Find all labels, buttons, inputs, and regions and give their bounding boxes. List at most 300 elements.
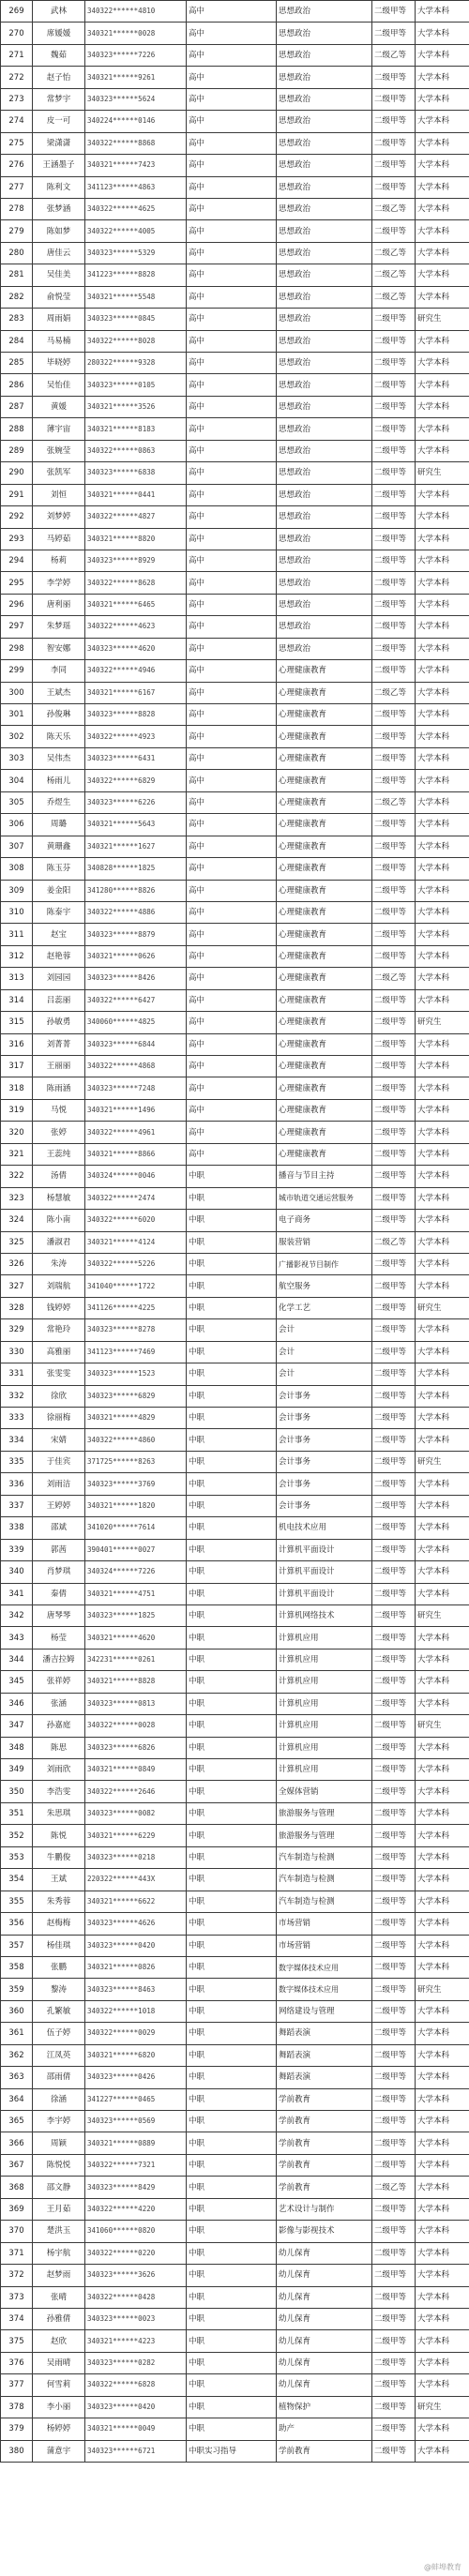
table-row <box>1 770 469 791</box>
name-cell: 常梦宇 <box>33 88 85 110</box>
education-cell: 研究生 <box>416 1604 469 1626</box>
table-row <box>1 286 469 308</box>
id-number-cell: 340321******7423 <box>85 155 187 176</box>
subject-cell: 影像与影视技术 <box>277 2221 372 2242</box>
table-row <box>1 616 469 638</box>
name-cell: 陈如梦 <box>33 220 85 242</box>
table-row <box>1 1473 469 1495</box>
mandarin-level-cell: 二级甲等 <box>372 814 416 836</box>
table-row <box>1 2111 469 2132</box>
row-number: 311 <box>1 924 33 945</box>
table-row <box>1 726 469 747</box>
id-number-cell: 340322******4886 <box>85 901 187 923</box>
row-number: 279 <box>1 220 33 242</box>
school-level-cell: 高中 <box>187 132 277 154</box>
table-row <box>1 1385 469 1407</box>
school-level-cell: 中职 <box>187 1604 277 1626</box>
subject-cell: 心理健康教育 <box>277 660 372 682</box>
table-row <box>1 88 469 110</box>
school-level-cell: 中职 <box>187 1166 277 1187</box>
subject-cell: 心理健康教育 <box>277 1012 372 1033</box>
mandarin-level-cell: 二级甲等 <box>372 2221 416 2242</box>
name-cell: 梁潇潇 <box>33 132 85 154</box>
name-cell: 王涵墨子 <box>33 155 85 176</box>
name-cell: 陈天乐 <box>33 726 85 747</box>
id-number-cell: 340323******1523 <box>85 1363 187 1385</box>
subject-cell: 心理健康教育 <box>277 704 372 726</box>
mandarin-level-cell: 二级甲等 <box>372 2111 416 2132</box>
name-cell: 杨慧敏 <box>33 1187 85 1209</box>
name-cell: 杨莹 <box>33 1627 85 1649</box>
education-cell: 大学本科 <box>416 1869 469 1891</box>
row-number: 369 <box>1 2198 33 2220</box>
name-cell: 蒲意宇 <box>33 2440 85 2462</box>
education-cell: 大学本科 <box>416 286 469 308</box>
education-cell: 大学本科 <box>416 1166 469 1187</box>
name-cell: 魏茹 <box>33 44 85 66</box>
education-cell: 大学本科 <box>416 1649 469 1670</box>
table-row <box>1 1693 469 1714</box>
table-row <box>1 2374 469 2396</box>
mandarin-level-cell: 二级甲等 <box>372 1363 416 1385</box>
school-level-cell: 中职 <box>187 1187 277 1209</box>
id-number-cell: 340321******1627 <box>85 836 187 857</box>
school-level-cell: 高中 <box>187 968 277 989</box>
education-cell: 大学本科 <box>416 1671 469 1693</box>
id-number-cell: 340321******4620 <box>85 1627 187 1649</box>
mandarin-level-cell: 二级甲等 <box>372 1210 416 1231</box>
row-number: 356 <box>1 1913 33 1935</box>
subject-cell: 心理健康教育 <box>277 770 372 791</box>
school-level-cell: 中职 <box>187 2154 277 2176</box>
school-level-cell: 中职 <box>187 2221 277 2242</box>
row-number: 309 <box>1 880 33 901</box>
id-number-cell: 340321******8828 <box>85 1671 187 1693</box>
row-number: 285 <box>1 353 33 374</box>
table-row <box>1 1825 469 1846</box>
subject-cell: 会计 <box>277 1319 372 1341</box>
school-level-cell: 中职实习指导 <box>187 2440 277 2462</box>
id-number-cell: 340321******4223 <box>85 2330 187 2352</box>
subject-cell: 幼儿保育 <box>277 2308 372 2329</box>
name-cell: 潘吉拉姆 <box>33 1649 85 1670</box>
school-level-cell: 中职 <box>187 1627 277 1649</box>
table-row <box>1 111 469 132</box>
mandarin-level-cell: 二级甲等 <box>372 1781 416 1802</box>
school-level-cell: 高中 <box>187 814 277 836</box>
education-cell: 大学本科 <box>416 638 469 659</box>
id-number-cell: 340322******0029 <box>85 2023 187 2044</box>
id-number-cell: 340322******0428 <box>85 2286 187 2308</box>
mandarin-level-cell: 二级甲等 <box>372 1583 416 1604</box>
mandarin-level-cell: 二级乙等 <box>372 791 416 813</box>
school-level-cell: 高中 <box>187 726 277 747</box>
table-row <box>1 1781 469 1802</box>
mandarin-level-cell: 二级甲等 <box>372 945 416 967</box>
mandarin-level-cell: 二级甲等 <box>372 924 416 945</box>
mandarin-level-cell: 二级甲等 <box>372 374 416 396</box>
mandarin-level-cell: 二级甲等 <box>372 1539 416 1560</box>
id-number-cell: 340323******8879 <box>85 924 187 945</box>
id-number-cell: 340321******5548 <box>85 286 187 308</box>
id-number-cell: 280322******9328 <box>85 353 187 374</box>
education-cell: 大学本科 <box>416 924 469 945</box>
education-cell: 大学本科 <box>416 901 469 923</box>
table-row <box>1 2000 469 2022</box>
subject-cell: 学前教育 <box>277 2111 372 2132</box>
education-cell: 大学本科 <box>416 1033 469 1055</box>
table-row <box>1 1297 469 1318</box>
school-level-cell: 中职 <box>187 1539 277 1560</box>
mandarin-level-cell: 二级甲等 <box>372 1495 416 1516</box>
row-number: 355 <box>1 1891 33 1912</box>
name-cell: 张梦涵 <box>33 198 85 219</box>
row-number: 337 <box>1 1495 33 1516</box>
school-level-cell: 高中 <box>187 660 277 682</box>
mandarin-level-cell: 二级甲等 <box>372 1869 416 1891</box>
mandarin-level-cell: 二级甲等 <box>372 67 416 88</box>
school-level-cell: 高中 <box>187 1 277 23</box>
name-cell: 朱梦瑶 <box>33 616 85 638</box>
mandarin-level-cell: 二级甲等 <box>372 1627 416 1649</box>
row-number: 380 <box>1 2440 33 2462</box>
school-level-cell: 中职 <box>187 2088 277 2110</box>
row-number: 327 <box>1 1275 33 1297</box>
subject-cell: 心理健康教育 <box>277 1143 372 1165</box>
id-number-cell: 340323******3626 <box>85 2265 187 2286</box>
subject-cell: 思想政治 <box>277 309 372 330</box>
mandarin-level-cell: 二级乙等 <box>372 286 416 308</box>
name-cell: 李小丽 <box>33 2396 85 2418</box>
row-number: 319 <box>1 1099 33 1121</box>
name-cell: 张凯军 <box>33 462 85 484</box>
id-number-cell: 340323******8429 <box>85 2177 187 2198</box>
subject-cell: 计算机网络技术 <box>277 1604 372 1626</box>
subject-cell: 会计事务 <box>277 1408 372 1429</box>
id-number-cell: 340321******3526 <box>85 396 187 417</box>
table-row <box>1 814 469 836</box>
education-cell: 大学本科 <box>416 1846 469 1868</box>
table-row <box>1 2308 469 2329</box>
name-cell: 牛鹏俊 <box>33 1846 85 1868</box>
row-number: 351 <box>1 1802 33 1824</box>
table-row <box>1 1056 469 1077</box>
table-row <box>1 462 469 484</box>
subject-cell: 学前教育 <box>277 2440 372 2462</box>
table-row <box>1 2044 469 2066</box>
education-cell: 大学本科 <box>416 1077 469 1099</box>
education-cell: 大学本科 <box>416 528 469 550</box>
subject-cell: 舞蹈表演 <box>277 2067 372 2088</box>
mandarin-level-cell: 二级甲等 <box>372 23 416 44</box>
id-number-cell: 340321******0028 <box>85 23 187 44</box>
name-cell: 郭茜 <box>33 1539 85 1560</box>
table-row <box>1 2440 469 2462</box>
table-row <box>1 2198 469 2220</box>
name-cell: 杨佳琪 <box>33 1935 85 1956</box>
education-cell: 大学本科 <box>416 1275 469 1297</box>
id-number-cell: 340324******7226 <box>85 1561 187 1583</box>
education-cell: 研究生 <box>416 1451 469 1472</box>
id-number-cell: 340323******5329 <box>85 242 187 264</box>
subject-cell: 计算机平面设计 <box>277 1539 372 1560</box>
subject-cell: 思想政治 <box>277 374 372 396</box>
row-number: 299 <box>1 660 33 682</box>
id-number-cell: 340323******0105 <box>85 374 187 396</box>
table-row <box>1 945 469 967</box>
education-cell: 大学本科 <box>416 2286 469 2308</box>
subject-cell: 思想政治 <box>277 638 372 659</box>
subject-cell: 思想政治 <box>277 396 372 417</box>
subject-cell: 思想政治 <box>277 111 372 132</box>
id-number-cell: 340322******4623 <box>85 616 187 638</box>
row-number: 284 <box>1 330 33 352</box>
school-level-cell: 中职 <box>187 1759 277 1781</box>
subject-cell: 心理健康教育 <box>277 901 372 923</box>
id-number-cell: 340323******6431 <box>85 747 187 769</box>
education-cell: 大学本科 <box>416 1122 469 1143</box>
mandarin-level-cell: 二级甲等 <box>372 2023 416 2044</box>
education-cell: 大学本科 <box>416 1825 469 1846</box>
name-cell: 楚洪玉 <box>33 2221 85 2242</box>
mandarin-level-cell: 二级甲等 <box>372 836 416 857</box>
school-level-cell: 高中 <box>187 88 277 110</box>
row-number: 365 <box>1 2111 33 2132</box>
mandarin-level-cell: 二级甲等 <box>372 572 416 594</box>
subject-cell: 汽车制造与检测 <box>277 1891 372 1912</box>
name-cell: 刘菁菁 <box>33 1033 85 1055</box>
school-level-cell: 中职 <box>187 2308 277 2329</box>
mandarin-level-cell: 二级甲等 <box>372 1408 416 1429</box>
school-level-cell: 高中 <box>187 1012 277 1033</box>
education-cell: 大学本科 <box>416 945 469 967</box>
id-number-cell: 340323******0813 <box>85 1693 187 1714</box>
education-cell: 大学本科 <box>416 1495 469 1516</box>
row-number: 324 <box>1 1210 33 1231</box>
mandarin-level-cell: 二级甲等 <box>372 1979 416 2000</box>
table-row <box>1 1253 469 1274</box>
school-level-cell: 中职 <box>187 1408 277 1429</box>
subject-cell: 思想政治 <box>277 572 372 594</box>
id-number-cell: 340323******0420 <box>85 2396 187 2418</box>
school-level-cell: 高中 <box>187 1056 277 1077</box>
row-number: 375 <box>1 2330 33 2352</box>
mandarin-level-cell: 二级甲等 <box>372 858 416 880</box>
mandarin-level-cell: 二级甲等 <box>372 2067 416 2088</box>
school-level-cell: 中职 <box>187 1561 277 1583</box>
id-number-cell: 341020******7614 <box>85 1517 187 1539</box>
table-row <box>1 1495 469 1516</box>
id-number-cell: 340322******8628 <box>85 572 187 594</box>
education-cell: 大学本科 <box>416 111 469 132</box>
mandarin-level-cell: 二级甲等 <box>372 1319 416 1341</box>
table-row <box>1 2352 469 2373</box>
education-cell: 大学本科 <box>416 616 469 638</box>
table-row <box>1 901 469 923</box>
subject-cell: 思想政治 <box>277 242 372 264</box>
table-row <box>1 1869 469 1891</box>
education-cell: 大学本科 <box>416 1341 469 1363</box>
mandarin-level-cell: 二级甲等 <box>372 2242 416 2264</box>
education-cell: 研究生 <box>416 462 469 484</box>
name-cell: 赵欣 <box>33 2330 85 2352</box>
row-number: 291 <box>1 484 33 505</box>
table-row <box>1 594 469 615</box>
school-level-cell: 中职 <box>187 1671 277 1693</box>
name-cell: 邵斌 <box>33 1517 85 1539</box>
name-cell: 杨宇航 <box>33 2242 85 2264</box>
table-row <box>1 1363 469 1385</box>
school-level-cell: 高中 <box>187 550 277 571</box>
school-level-cell: 高中 <box>187 704 277 726</box>
row-number: 377 <box>1 2374 33 2396</box>
row-number: 300 <box>1 682 33 703</box>
row-number: 289 <box>1 440 33 461</box>
school-level-cell: 高中 <box>187 440 277 461</box>
row-number: 328 <box>1 1297 33 1318</box>
id-number-cell: 340321******6465 <box>85 594 187 615</box>
subject-cell: 思想政治 <box>277 550 372 571</box>
row-number: 331 <box>1 1363 33 1385</box>
name-cell: 赵艳蓉 <box>33 945 85 967</box>
education-cell: 大学本科 <box>416 155 469 176</box>
id-number-cell: 340321******4751 <box>85 1583 187 1604</box>
education-cell: 大学本科 <box>416 2044 469 2066</box>
subject-cell: 学前教育 <box>277 2177 372 2198</box>
mandarin-level-cell: 二级甲等 <box>372 2396 416 2418</box>
table-row <box>1 660 469 682</box>
education-cell: 大学本科 <box>416 1 469 23</box>
education-cell: 大学本科 <box>416 2132 469 2154</box>
id-number-cell: 340321******6229 <box>85 1825 187 1846</box>
education-cell: 大学本科 <box>416 1627 469 1649</box>
mandarin-level-cell: 二级甲等 <box>372 1561 416 1583</box>
school-level-cell: 高中 <box>187 330 277 352</box>
school-level-cell: 高中 <box>187 396 277 417</box>
row-number: 302 <box>1 726 33 747</box>
name-cell: 何雪莉 <box>33 2374 85 2396</box>
subject-cell: 计算机平面设计 <box>277 1583 372 1604</box>
row-number: 317 <box>1 1056 33 1077</box>
row-number: 329 <box>1 1319 33 1341</box>
mandarin-level-cell: 二级甲等 <box>372 2000 416 2022</box>
table-row <box>1 1231 469 1253</box>
mandarin-level-cell: 二级甲等 <box>372 1275 416 1297</box>
table-row <box>1 704 469 726</box>
mandarin-level-cell: 二级甲等 <box>372 1122 416 1143</box>
school-level-cell: 高中 <box>187 924 277 945</box>
education-cell: 大学本科 <box>416 2177 469 2198</box>
id-number-cell: 340321******0441 <box>85 484 187 505</box>
row-number: 357 <box>1 1935 33 1956</box>
name-cell: 乔煜生 <box>33 791 85 813</box>
education-cell: 大学本科 <box>416 88 469 110</box>
table-row <box>1 242 469 264</box>
name-cell: 赵梅梅 <box>33 1913 85 1935</box>
subject-cell: 助产 <box>277 2418 372 2440</box>
subject-cell: 心理健康教育 <box>277 1077 372 1099</box>
name-cell: 吴雨晴 <box>33 2352 85 2373</box>
name-cell: 陈思 <box>33 1737 85 1758</box>
mandarin-level-cell: 二级甲等 <box>372 2374 416 2396</box>
education-cell: 研究生 <box>416 1979 469 2000</box>
name-cell: 伍子婷 <box>33 2023 85 2044</box>
name-cell: 朱秀蓉 <box>33 1891 85 1912</box>
subject-cell: 思想政治 <box>277 506 372 528</box>
table-row <box>1 1319 469 1341</box>
mandarin-level-cell: 二级甲等 <box>372 1517 416 1539</box>
subject-cell: 思想政治 <box>277 462 372 484</box>
name-cell: 王斌 <box>33 1869 85 1891</box>
subject-cell: 播音与节目主持 <box>277 1166 372 1187</box>
school-level-cell: 高中 <box>187 858 277 880</box>
subject-cell: 舞蹈表演 <box>277 2044 372 2066</box>
id-number-cell: 340323******6838 <box>85 462 187 484</box>
subject-cell: 旅游服务与管理 <box>277 1825 372 1846</box>
id-number-cell: 340322******6427 <box>85 989 187 1011</box>
row-number: 325 <box>1 1231 33 1253</box>
school-level-cell: 中职 <box>187 2242 277 2264</box>
school-level-cell: 中职 <box>187 1210 277 1231</box>
row-number: 301 <box>1 704 33 726</box>
education-cell: 大学本科 <box>416 2374 469 2396</box>
id-number-cell: 342231******0261 <box>85 1649 187 1670</box>
row-number: 352 <box>1 1825 33 1846</box>
id-number-cell: 341227******0465 <box>85 2088 187 2110</box>
subject-cell: 旅游服务与管理 <box>277 1802 372 1824</box>
id-number-cell: 340323******7248 <box>85 1077 187 1099</box>
education-cell: 大学本科 <box>416 858 469 880</box>
id-number-cell: 340321******1820 <box>85 1495 187 1516</box>
name-cell: 张祥婷 <box>33 1671 85 1693</box>
mandarin-level-cell: 二级甲等 <box>372 989 416 1011</box>
table-row <box>1 264 469 286</box>
education-cell: 大学本科 <box>416 1473 469 1495</box>
subject-cell: 数字媒体技术应用 <box>277 1956 372 1978</box>
education-cell: 大学本科 <box>416 2154 469 2176</box>
id-number-cell: 340323******4620 <box>85 638 187 659</box>
school-level-cell: 中职 <box>187 2286 277 2308</box>
name-cell: 毕晓婷 <box>33 353 85 374</box>
id-number-cell: 340322******8028 <box>85 330 187 352</box>
name-cell: 钱婷婷 <box>33 1297 85 1318</box>
table-row <box>1 2265 469 2286</box>
row-number: 273 <box>1 88 33 110</box>
education-cell: 大学本科 <box>416 1956 469 1978</box>
education-cell: 大学本科 <box>416 1802 469 1824</box>
id-number-cell: 341223******8828 <box>85 264 187 286</box>
education-cell: 大学本科 <box>416 220 469 242</box>
row-number: 297 <box>1 616 33 638</box>
row-number: 378 <box>1 2396 33 2418</box>
row-number: 326 <box>1 1253 33 1274</box>
subject-cell: 网络建设与管理 <box>277 2000 372 2022</box>
row-number: 322 <box>1 1166 33 1187</box>
subject-cell: 思想政治 <box>277 23 372 44</box>
row-number: 362 <box>1 2044 33 2066</box>
row-number: 286 <box>1 374 33 396</box>
school-level-cell: 高中 <box>187 242 277 264</box>
row-number: 290 <box>1 462 33 484</box>
mandarin-level-cell: 二级甲等 <box>372 660 416 682</box>
education-cell: 大学本科 <box>416 880 469 901</box>
row-number: 340 <box>1 1561 33 1583</box>
subject-cell: 艺术设计与制作 <box>277 2198 372 2220</box>
mandarin-level-cell: 二级甲等 <box>372 176 416 198</box>
id-number-cell: 340321******8866 <box>85 1143 187 1165</box>
name-cell: 智安娜 <box>33 638 85 659</box>
subject-cell: 航空服务 <box>277 1275 372 1297</box>
